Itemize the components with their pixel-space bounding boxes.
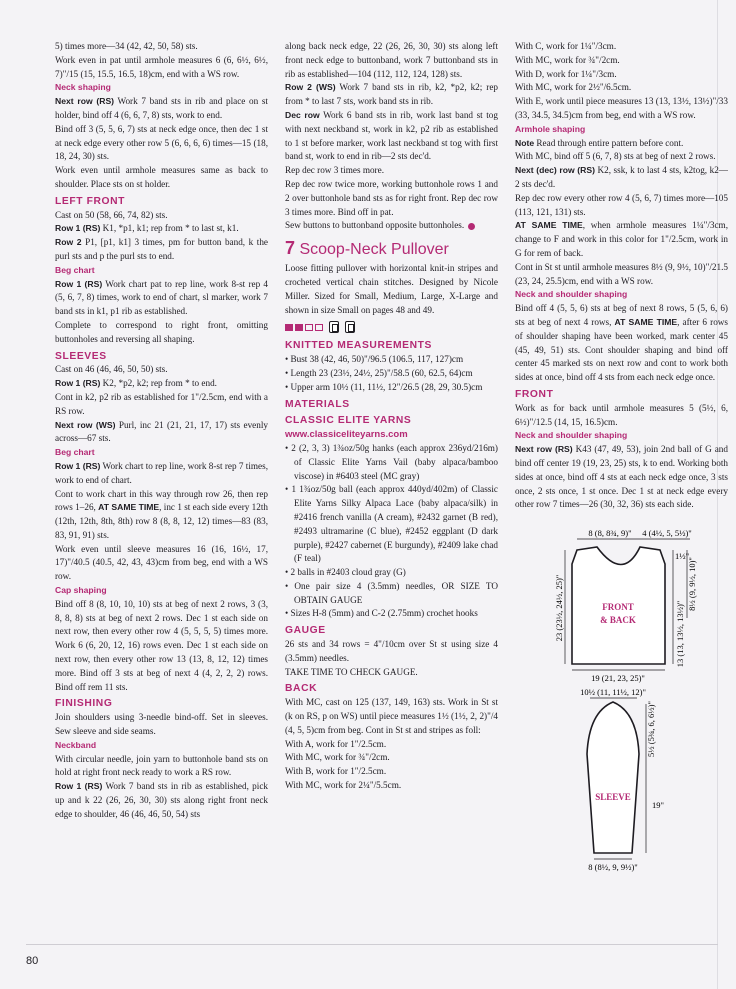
paragraph-text: Sew buttons to buttonband opposite buttonholes. (285, 220, 465, 231)
subheading: Neck and shoulder shaping (515, 430, 628, 441)
paragraph-text: With C, work for 1¼"/3cm. (515, 41, 617, 51)
paragraph-text: Work chart to rep line, work 8-st rep 7 times, work to end of chart. (55, 460, 268, 485)
paragraph-text: Work 7 band sts in rib as established, pick up and k 22 (26, 26, 30, 30) sts along right front neck edge to shoulder, 46 (46, 46, 50, 54) sts (55, 781, 268, 819)
paragraph (515, 54, 728, 68)
section-heading: FRONT (515, 388, 554, 400)
paragraph-text: With MC, work for 2¼"/5.5cm. (285, 780, 402, 791)
paragraph (55, 598, 268, 695)
dim-length: 23 (23½, 24½, 25)" (554, 574, 564, 642)
paragraph-text: Bind off 4 (5, 5, 6) sts at beg of next 8 rows, 5 (5, 6, 6) sts at beg of next 4 rows, (515, 303, 728, 327)
emphasis-label: AT SAME TIME (98, 502, 160, 513)
paragraph (55, 319, 268, 347)
paragraph (55, 780, 268, 821)
column-3 (515, 40, 728, 874)
skill-level-indicator (285, 319, 498, 335)
paragraph-text: With circular needle, join yarn to buttonhole band sts on hold at right front neck ready to work a RS row. (55, 753, 268, 778)
row-label: Dec row (285, 109, 320, 120)
row-label: Next row (RS) (515, 444, 573, 455)
paragraph-text: Purl, inc 21 (21, 21, 17, 17) sts evenly across—67 sts. (55, 419, 268, 444)
subheading: Cap shaping (55, 585, 107, 596)
paragraph (55, 753, 268, 781)
section-heading: MATERIALS (285, 398, 350, 410)
paragraph (55, 209, 268, 223)
paragraph-text: With MC, work for ¾"/2cm. (515, 54, 620, 65)
paragraph (55, 222, 268, 236)
section-heading: LEFT FRONT (55, 195, 126, 207)
paragraph (515, 137, 728, 151)
page-number: 80 (26, 955, 39, 967)
dim-sleeve-length: 19" (652, 800, 664, 811)
paragraph-text: With B, work for 1"/2.5cm. (285, 766, 387, 777)
paragraph (285, 40, 498, 81)
back-label: & BACK (600, 615, 636, 626)
care-symbol-icon (329, 321, 339, 333)
bullet-item: • Upper arm 10½ (11, 11½, 12"/26.5 (28, 29, 30.5)cm (285, 381, 483, 392)
subheading: Beg chart (55, 447, 95, 458)
row-label: Row 1 (RS) (55, 378, 101, 389)
paragraph-text: With A, work for 1"/2.5cm. (285, 738, 387, 749)
paragraph-text: Work chart pat to rep line, work 8-st rep 4 (5, 6, 7, 8) times, work to end of chart, sl marker, work 7 band sts in k1, p1 rib as established. (55, 278, 268, 317)
paragraph-text: With MC, work for ¾"/2cm. (285, 752, 390, 763)
paragraph (285, 178, 498, 219)
paragraph (515, 302, 728, 385)
paragraph-text: TAKE TIME TO CHECK GAUGE. (285, 666, 418, 677)
bullet-item: • 2 (2, 3, 3) 1¾oz/50g hanks (each approx 236yd/216m) of Classic Elite Yarns Vail (baby alpaca/bamboo viscose) in #6403 steel (MC gray) (285, 442, 498, 481)
dim-side: 13 (13, 13½, 13½)" (675, 600, 685, 668)
row-label: Row 1 (RS) (55, 781, 103, 792)
paragraph-text: K43 (47, 49, 53), join 2nd ball of G and bind off center 19 (19, 23, 25) sts, k to end. Working both sides at once, bind off 4 sts at each neck edge once, 3 sts once, 2 sts once, 1 st once. Dec 1 st at neck edge every other row 7 times—26 (30, 32, 36) sts each side. (515, 444, 728, 510)
dim-sleeve-top: 10½ (11, 11½, 12)" (580, 687, 646, 698)
dim-neck-drop: 1½" (675, 551, 690, 562)
dim-armhole: 8½ (9, 9½, 10)" (687, 557, 697, 611)
paragraph-text: Rep dec row twice more, working buttonhole rows 1 and 2 over buttonhole band sts as for right front. Rep dec row 3 times more. Bind off in pat. (285, 178, 498, 217)
paragraph (55, 419, 268, 447)
dim-top-right: 4 (4½, 5, 5½)" (642, 528, 692, 539)
paragraph (515, 164, 728, 192)
paragraph (515, 150, 728, 164)
dim-cuff: 8 (8½, 9, 9½)" (588, 862, 638, 873)
bullet-item: • One pair size 4 (3.5mm) needles, OR SIZE TO OBTAIN GAUGE (285, 580, 498, 605)
paragraph (515, 261, 728, 289)
paragraph (285, 765, 498, 779)
row-label: Note (515, 137, 535, 148)
bullet-item: • Bust 38 (42, 46, 50)"/96.5 (106.5, 117, 127)cm (285, 354, 464, 365)
paragraph (285, 262, 498, 317)
paragraph-text: Work 7 band sts in rib and place on st holder, bind off 4 (6, 6, 7, 8) sts, work to end. (55, 96, 268, 120)
paragraph (55, 236, 268, 264)
row-label: Row 2 (WS) (285, 82, 336, 93)
section-heading: KNITTED MEASUREMENTS (285, 340, 433, 352)
section-heading: CLASSIC ELITE YARNS (285, 415, 412, 427)
paragraph-text: With MC, bind off 5 (6, 7, 8) sts at beg of next 2 rows. (515, 151, 716, 162)
paragraph-text: Cont in k2, p2 rib as established for 1"/2.5cm, end with a RS row. (55, 391, 268, 416)
row-label: Row 1 (RS) (55, 278, 103, 289)
yarn-url-link: www.classiceliteyarns.com (285, 429, 408, 441)
care-symbol-icon (345, 321, 355, 333)
paragraph (285, 779, 498, 793)
paragraph-text: Cont to work chart in this way through row 26, then rep rows 1–26, (55, 488, 268, 513)
paragraph-text: , inc 1 st each side every 12th (12th, 12th, 8th, 8th) row 8 (8, 8, 12, 12) times—83 (83, 83, 91, 91) sts. (55, 502, 268, 540)
paragraph-text: K2, ssk, k to last 4 sts, k2tog, k2—2 sts dec'd. (515, 165, 728, 189)
subheading: Neckband (55, 739, 97, 750)
paragraph (285, 219, 498, 233)
paragraph (55, 488, 268, 543)
skill-bar-icon (295, 324, 303, 331)
paragraph-text: With MC, work for 2½"/6.5cm. (515, 82, 632, 93)
bullet-item: • 1 1¾oz/50g ball (each approx 440yd/402m) of Classic Elite Yarns Silky Alpaca Lace (baby alpaca/silk) in #2416 french vanilla (A cream), #2432 garnet (B red), #2493 ultramarine (C blue), #2452 eggplant (D dark purple), #2427 cabernet (E burgundy), #2409 lake chad (F teal) (285, 484, 498, 564)
paragraph (55, 391, 268, 419)
footer-rule (26, 944, 718, 945)
paragraph (55, 95, 268, 123)
paragraph (55, 363, 268, 377)
paragraph-text: Cast on 50 (58, 66, 74, 82) sts. (55, 209, 168, 220)
row-label: Next row (RS) (55, 96, 115, 107)
paragraph (515, 192, 728, 220)
paragraph-text: K2, *p2, k2; rep from * to end. (100, 378, 217, 389)
paragraph-text: Cast on 46 (46, 46, 50, 50) sts. (55, 364, 168, 375)
paragraph-text: Read through entire pattern before cont. (534, 137, 684, 148)
subheading: Armhole shaping (515, 123, 586, 134)
skill-bar-icon (285, 324, 293, 331)
paragraph-text: Work 7 band sts in rib, k2, *p2, k2; rep from * to last 7 sts, work band sts in rib. (285, 82, 499, 107)
paragraph-text: Work as for back until armhole measures 5 (5½, 6, 6½)"/12.5 (14, 15, 16.5)cm. (515, 402, 728, 427)
paragraph-text: Work even until sleeve measures 16 (16, 16½, 17, 17)"/40.5 (40.5, 42, 43, 43)cm from beg, end with a WS row. (55, 543, 268, 582)
paragraph-text: Join shoulders using 3-needle bind-off. Set in sleeves. Sew sleeve and side seams. (55, 712, 268, 737)
column-2 (285, 40, 498, 793)
paragraph-text: K1, *p1, k1; rep from * to last st, k1. (100, 223, 239, 234)
schematic-diagram (515, 526, 728, 874)
paragraph (515, 402, 728, 430)
paragraph-text: Work even until armhole measures same as back to shoulder. Place sts on st holder. (55, 165, 268, 189)
section-heading: FINISHING (55, 698, 113, 710)
paragraph-text: Work even in pat until armhole measures 6 (6, 6½, 6½, 7)"/15 (15, 15.5, 16.5, 18)cm, end with a WS row. (55, 54, 268, 79)
paragraph (285, 738, 498, 752)
paragraph-text: along back neck edge, 22 (26, 26, 30, 30) sts along left front neck edge to buttonband, work 7 buttonband sts in rib as established—104 (112, 112, 124, 128) sts. (285, 41, 498, 79)
paragraph (285, 638, 498, 666)
paragraph (285, 109, 498, 164)
paragraph-text: , after 6 rows of shoulder shaping have been worked, mark center 45 (45, 49, 51) sts. Cont shoulder shaping and bind off center 45 marked sts on next row and cont to work both sides at once, bind off 4 sts from each neck edge once. (515, 316, 728, 383)
row-label: Next (dec) row (RS) (515, 165, 595, 176)
paragraph-text: 26 sts and 34 rows = 4"/10cm over St st using size 4 (3.5mm) needles. (285, 639, 498, 663)
subheading: Neck and shoulder shaping (515, 289, 628, 300)
paragraph (55, 377, 268, 391)
front-label: FRONT (602, 602, 634, 613)
paragraph-text: P1, [p1, k1] 3 times, pm for button band, k the purl sts and p the purl sts to end. (55, 237, 268, 261)
skill-bar-icon (315, 324, 323, 331)
column-1 (55, 40, 268, 822)
paragraph (55, 40, 268, 54)
sleeve-label: SLEEVE (595, 792, 631, 803)
section-heading: BACK (285, 683, 318, 695)
dim-top-left: 8 (8, 8¾, 9)" (588, 528, 632, 539)
subheading: Neck shaping (55, 82, 111, 93)
paragraph-text: Work 6 band sts in rib, work last band st tog with next neckband st, work in k2, p2 rib as established to 1 st before marker, work last neckband st tog with first band st, work to end in rib—2 sts dec'd. (285, 109, 498, 162)
paragraph (55, 460, 268, 488)
bullet-item: • Length 23 (23½, 24½, 25)"/58.5 (60, 62.5, 64)cm (285, 367, 473, 378)
paragraph-text: Bind off 8 (8, 10, 10, 10) sts at beg of next 2 rows, 3 (3, 8, 8, 8) sts at beg of next 2 rows. Dec 1 st each side on next row, then every other row 4 (5, 5, 5, 5) times more. Work 6 (6, 20, 12, 16) rows even. Dec 1 st each side on next row, then every other row 13 (13, 8, 12, 12) times more. Bind off 3 sts at beg of next 4 (4, 2, 2, 2) rows. Bind off rem 11 sts. (55, 598, 268, 692)
bullet-item: • 2 balls in #2403 cloud gray (G) (285, 567, 406, 578)
paragraph-text: Bind off 3 (5, 5, 6, 7) sts at neck edge once, then dec 1 st at neck edge every other row 5 (6, 6, 6, 6) times—15 (18, 18, 24, 30) sts. (55, 123, 268, 162)
paragraph-text: Loose fitting pullover with horizontal knit-in stripes and crocheted vertical chain stitches. Designed by Nicole Miller. Sized for Small, Medium, Large, X-Large and shown in size Small on pages 48 and 49. (285, 263, 498, 315)
paragraph (285, 81, 498, 109)
section-heading: SLEEVES (55, 350, 107, 362)
paragraph (55, 164, 268, 192)
end-dot-icon (468, 223, 475, 230)
row-label: AT SAME TIME (515, 220, 583, 231)
sleeve-outline (587, 702, 639, 853)
paragraph-text: Cont in St st until armhole measures 8½ (9, 9½, 10)"/21.5 (23, 24, 25.5)cm, end with a WS row. (515, 261, 728, 286)
pattern-name: Scoop-Neck Pullover (295, 241, 449, 259)
paragraph-text: , when armhole measures 1¼"/3cm, change to F and work in this color for 1"/2.5cm, work in G for rem of back. (515, 220, 728, 258)
pattern-number: 7 (285, 238, 296, 259)
paragraph (55, 123, 268, 164)
paragraph (515, 68, 728, 82)
paragraph (515, 219, 728, 260)
paragraph (515, 95, 728, 123)
paragraph (515, 443, 728, 512)
row-label: Row 2 (55, 237, 82, 248)
row-label: Next row (WS) (55, 419, 116, 430)
paragraph-text: With D, work for 1¼"/3cm. (515, 68, 617, 79)
dim-width: 19 (21, 23, 25)" (591, 673, 645, 684)
paragraph (285, 751, 498, 765)
paragraph (515, 81, 728, 95)
paragraph-text: Rep dec row 3 times more. (285, 165, 384, 176)
pattern-title (285, 239, 498, 259)
paragraph-text: With MC, cast on 125 (137, 149, 163) sts. Work in St st (k on RS, p on WS) until piece measures 1½ (1½, 2, 2)"/4 (4, 5, 5)cm from beg. Cont in St st and stripes as foll: (285, 697, 498, 735)
paragraph (55, 54, 268, 82)
paragraph (55, 711, 268, 739)
dim-cap: 5½ (5¾, 6, 6½)" (646, 701, 656, 758)
paragraph (285, 164, 498, 178)
row-label: Row 1 (RS) (55, 460, 101, 471)
paragraph (515, 40, 728, 54)
paragraph (285, 696, 498, 737)
paragraph (55, 278, 268, 319)
paragraph (55, 543, 268, 584)
row-label: Row 1 (RS) (55, 223, 101, 234)
section-heading: GAUGE (285, 625, 326, 637)
paragraph-text: Rep dec row every other row 4 (5, 6, 7) times more—105 (113, 121, 131) sts. (515, 192, 728, 217)
paragraph (285, 666, 498, 680)
paragraph-text: With E, work until piece measures 13 (13, 13½, 13½)"/33 (33, 34.5, 34.5)cm from beg, end with a WS row. (515, 96, 728, 120)
bullet-item: • Sizes H-8 (5mm) and C-2 (2.75mm) crochet hooks (285, 608, 478, 619)
skill-bar-icon (305, 324, 313, 331)
paragraph-text: 5) times more—34 (42, 42, 50, 58) sts. (55, 41, 198, 51)
subheading: Beg chart (55, 264, 95, 275)
emphasis-label: AT SAME TIME (614, 316, 678, 327)
paragraph-text: Complete to correspond to right front, omitting buttonholes and reversing all shaping. (55, 319, 268, 344)
